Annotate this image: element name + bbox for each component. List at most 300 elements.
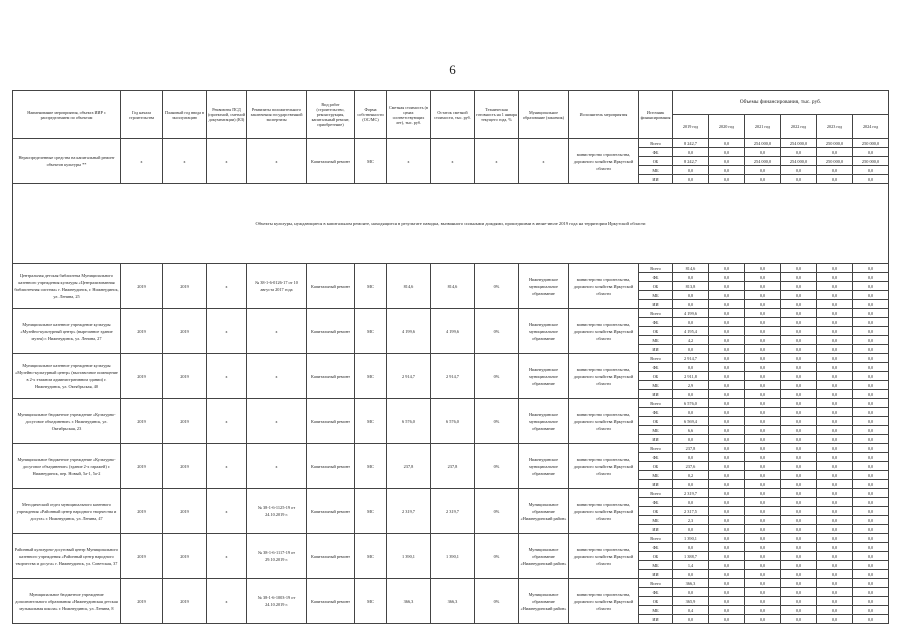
funding-value: 0,0	[709, 309, 745, 318]
remaining-cost: х	[431, 139, 475, 184]
start-year: 2019	[121, 264, 163, 309]
funding-source: МБ	[639, 516, 673, 525]
expertise-details: х	[247, 309, 307, 354]
funding-value: 0,0	[673, 273, 709, 282]
total-cost: 4 199,6	[387, 309, 431, 354]
funding-value: 237,6	[673, 462, 709, 471]
funding-value: 0,0	[781, 291, 817, 300]
funding-value: 0,0	[853, 264, 889, 273]
funding-value: 0,0	[781, 318, 817, 327]
funding-value: 0,0	[781, 166, 817, 175]
funding-source: Всего	[639, 354, 673, 363]
funding-value: 0,0	[709, 300, 745, 309]
funding-value: 0,0	[673, 148, 709, 157]
developer: Муниципальное образование «Нижнеудинский район»	[519, 534, 569, 579]
funding-value: 0,0	[817, 543, 853, 552]
funding-value: 0,0	[781, 175, 817, 184]
ownership: МС	[355, 309, 387, 354]
funding-value: 0,0	[853, 534, 889, 543]
funding-value: 0,0	[709, 354, 745, 363]
funding-value: 0,0	[853, 570, 889, 579]
funding-value: 0,0	[817, 372, 853, 381]
funding-value: 0,0	[853, 579, 889, 588]
funding-value: 0,0	[817, 444, 853, 453]
page-number: 6	[449, 62, 456, 77]
funding-value: 0,0	[853, 148, 889, 157]
funding-value: 0,4	[673, 606, 709, 615]
funding-value: 0,0	[745, 552, 781, 561]
expertise-details: х	[247, 354, 307, 399]
funding-value: 2 914,7	[673, 354, 709, 363]
funding-value: 0,0	[673, 543, 709, 552]
table-row	[13, 444, 889, 453]
funding-source: ИИ	[639, 615, 673, 624]
funding-source: ИИ	[639, 570, 673, 579]
funding-value: 0,0	[709, 516, 745, 525]
funding-source: ИИ	[639, 300, 673, 309]
funding-value: 0,0	[817, 615, 853, 624]
funding-value: 1 390,1	[673, 534, 709, 543]
funding-value: 813,8	[673, 282, 709, 291]
funding-value: 0,0	[781, 561, 817, 570]
object-name: Муниципальное бюджетное учреждение «Культурно-досуговое объединение» (здание 2-х гаражей) г. Нижнеудинск, пер. Новый, 5а-1, 5а-2	[13, 444, 121, 489]
funding-value: 0,0	[781, 381, 817, 390]
funding-source: ИИ	[639, 435, 673, 444]
funding-value: 0,0	[745, 498, 781, 507]
funding-value: 0,0	[817, 498, 853, 507]
funding-value: 0,0	[817, 408, 853, 417]
funding-value: 2,9	[673, 381, 709, 390]
funding-value: 4,2	[673, 336, 709, 345]
funding-value: 0,0	[745, 426, 781, 435]
funding-value: 0,0	[853, 516, 889, 525]
funding-value: 0,0	[817, 507, 853, 516]
psd-details: х	[207, 309, 247, 354]
developer: Нижнеудинское муниципальное образование	[519, 354, 569, 399]
funding-source: ИИ	[639, 345, 673, 354]
funding-value: 0,0	[781, 579, 817, 588]
funding-value: 0,0	[817, 300, 853, 309]
funding-value: 0,0	[781, 300, 817, 309]
funding-value: 0,0	[781, 543, 817, 552]
executor: министерство строительства, дорожного хозяйства Иркутской области	[569, 139, 639, 184]
funding-value: 0,0	[817, 480, 853, 489]
funding-source: ИИ	[639, 175, 673, 184]
readiness: 0%	[475, 534, 519, 579]
start-year: 2019	[121, 489, 163, 534]
funding-value: 0,0	[709, 327, 745, 336]
funding-value: 0,0	[817, 381, 853, 390]
funding-value: 0,0	[745, 327, 781, 336]
funding-source: ИИ	[639, 390, 673, 399]
funding-value: 0,0	[745, 525, 781, 534]
funding-value: 0,0	[781, 354, 817, 363]
object-name: Муниципальное казенное учреждение культуры «Музейно-культурный центр» (вырезанное здание музея) г. Нижнеудинск, ул. Ленина, 27	[13, 309, 121, 354]
funding-value: 814,6	[673, 264, 709, 273]
total-cost: 6 576,0	[387, 399, 431, 444]
header-start: Год начала строительства	[121, 91, 163, 139]
funding-value: 0,0	[817, 264, 853, 273]
object-name: Районный культурно-досуговый центр Муниципального казенного учреждения «Районный центр народного творчества и досуга» г. Нижнеудинск, ул. Советская, 37	[13, 534, 121, 579]
funding-value: 250 000,0	[853, 139, 889, 148]
funding-value: 0,0	[781, 282, 817, 291]
funding-value: 0,0	[853, 399, 889, 408]
funding-value: 254 000,0	[745, 139, 781, 148]
funding-value: 0,0	[817, 462, 853, 471]
funding-value: 0,0	[781, 372, 817, 381]
funding-value: 0,0	[709, 498, 745, 507]
header-total-cost: Сметная стоимость (в ценах соответствующих лет), тыс. руб.	[387, 91, 431, 139]
funding-value: 0,0	[853, 327, 889, 336]
funding-value: 0,0	[817, 489, 853, 498]
funding-source: ФБ	[639, 318, 673, 327]
funding-value: 0,0	[745, 148, 781, 157]
table-row	[13, 139, 889, 148]
header-year: 2022 год	[781, 115, 817, 139]
funding-value: 0,0	[817, 273, 853, 282]
expertise-details: х	[247, 399, 307, 444]
expertise-details: х	[247, 139, 307, 184]
funding-value: 0,0	[853, 175, 889, 184]
ownership: МС	[355, 139, 387, 184]
funding-value: 0,0	[709, 282, 745, 291]
developer: х	[519, 139, 569, 184]
funding-value: 0,0	[709, 390, 745, 399]
funding-value: 0,0	[709, 148, 745, 157]
end-year: 2019	[163, 399, 207, 444]
funding-value: 0,0	[709, 139, 745, 148]
funding-value: 4 195,4	[673, 327, 709, 336]
header-name: Наименование мероприятия, объекта ИИР с распределением по объектам	[13, 91, 121, 139]
funding-value: 0,0	[745, 453, 781, 462]
funding-value: 0,0	[709, 291, 745, 300]
funding-value: 0,0	[853, 309, 889, 318]
funding-value: 2,3	[673, 516, 709, 525]
funding-source: Всего	[639, 309, 673, 318]
funding-value: 0,0	[853, 273, 889, 282]
executor: министерство строительства, дорожного хозяйства Иркутской области	[569, 399, 639, 444]
funding-value: 366,3	[673, 579, 709, 588]
end-year: 2019	[163, 444, 207, 489]
funding-value: 0,0	[781, 417, 817, 426]
executor: министерство строительства, дорожного хозяйства Иркутской области	[569, 489, 639, 534]
header-ownership: Форма собственности (ОС/МС)	[355, 91, 387, 139]
funding-value: 0,0	[853, 606, 889, 615]
table-row	[13, 354, 889, 363]
funding-value: 0,0	[745, 381, 781, 390]
funding-value: 0,0	[817, 390, 853, 399]
executor: министерство строительства, дорожного хозяйства Иркутской области	[569, 264, 639, 309]
header-year: 2019 год	[673, 115, 709, 139]
end-year: 2019	[163, 264, 207, 309]
funding-value: 0,0	[709, 525, 745, 534]
funding-value: 0,0	[853, 471, 889, 480]
psd-details: х	[207, 139, 247, 184]
funding-value: 0,0	[853, 543, 889, 552]
funding-value: 0,0	[817, 435, 853, 444]
funding-value: 365,9	[673, 597, 709, 606]
funding-source: Всего	[639, 534, 673, 543]
funding-value: 0,0	[817, 570, 853, 579]
header-psd: Реквизиты ПСД (проектной, сметной документации) (КЗ)	[207, 91, 247, 139]
funding-value: 0,0	[709, 561, 745, 570]
ownership: МС	[355, 534, 387, 579]
funding-value: 0,0	[709, 615, 745, 624]
funding-value: 0,0	[853, 300, 889, 309]
funding-value: 0,0	[745, 175, 781, 184]
funding-value: 0,0	[853, 507, 889, 516]
funding-value: 0,0	[781, 507, 817, 516]
total-cost: 237,8	[387, 444, 431, 489]
table-row	[13, 489, 889, 498]
section-row	[13, 184, 889, 264]
total-cost: 814,6	[387, 264, 431, 309]
funding-source: МБ	[639, 381, 673, 390]
funding-value: 0,0	[781, 264, 817, 273]
funding-value: 0,0	[745, 363, 781, 372]
funding-value: 1 388,7	[673, 552, 709, 561]
funding-value: 2 317,5	[673, 507, 709, 516]
funding-value: 0,0	[745, 597, 781, 606]
object-name: Муниципальное казенное учреждение культуры «Музейно-культурный центр» (выставочное помещение в 2-х этажном административном здании) г. Нижнеудинск, ул. Октябрьская, 40	[13, 354, 121, 399]
ownership: МС	[355, 354, 387, 399]
start-year: 2019	[121, 579, 163, 624]
table-row	[13, 534, 889, 543]
work-type: Капитальный ремонт	[307, 354, 355, 399]
ownership: МС	[355, 579, 387, 624]
readiness: 0%	[475, 399, 519, 444]
funding-value: 0,0	[745, 444, 781, 453]
header-end: Плановый год ввода в эксплуатацию	[163, 91, 207, 139]
funding-source: ОБ	[639, 282, 673, 291]
funding-value: 0,0	[781, 345, 817, 354]
funding-value: 0,0	[817, 336, 853, 345]
funding-value: 6 569,4	[673, 417, 709, 426]
funding-value: 0,0	[673, 175, 709, 184]
funding-value: 0,0	[673, 166, 709, 175]
funding-value: 2 911,8	[673, 372, 709, 381]
funding-value: 0,0	[709, 453, 745, 462]
remaining-cost: 6 576,0	[431, 399, 475, 444]
funding-source: МБ	[639, 166, 673, 175]
total-cost: 2 319,7	[387, 489, 431, 534]
funding-value: 0,0	[817, 318, 853, 327]
funding-value: 0,0	[709, 597, 745, 606]
funding-value: 0,0	[781, 570, 817, 579]
funding-value: 0,0	[781, 480, 817, 489]
funding-value: 0,0	[709, 372, 745, 381]
funding-value: 0,0	[673, 345, 709, 354]
funding-value: 0,0	[709, 480, 745, 489]
funding-value: 0,0	[817, 175, 853, 184]
funding-source: ФБ	[639, 498, 673, 507]
funding-value: 0,0	[745, 561, 781, 570]
funding-value: 0,0	[817, 588, 853, 597]
developer: Нижнеудинское муниципальное образование	[519, 399, 569, 444]
ownership: МС	[355, 444, 387, 489]
funding-source: ФБ	[639, 363, 673, 372]
funding-value: 0,0	[709, 363, 745, 372]
executor: министерство строительства, дорожного хозяйства Иркутской области	[569, 354, 639, 399]
funding-source: МБ	[639, 471, 673, 480]
funding-value: 0,0	[817, 309, 853, 318]
funding-source: ФБ	[639, 588, 673, 597]
funding-value: 0,0	[853, 561, 889, 570]
total-cost: 1 390,1	[387, 534, 431, 579]
funding-value: 0,0	[853, 363, 889, 372]
funding-value: 0,0	[853, 381, 889, 390]
funding-value: 8 242,7	[673, 139, 709, 148]
funding-source: Всего	[639, 264, 673, 273]
funding-table	[12, 90, 889, 624]
funding-source: ОБ	[639, 327, 673, 336]
funding-value: 0,0	[853, 489, 889, 498]
funding-value: 0,0	[673, 570, 709, 579]
funding-value: 0,0	[853, 552, 889, 561]
funding-value: 0,0	[709, 166, 745, 175]
funding-value: 0,0	[709, 435, 745, 444]
funding-value: 0,0	[781, 408, 817, 417]
funding-value: 0,0	[745, 606, 781, 615]
funding-source: ФБ	[639, 148, 673, 157]
funding-source: ИИ	[639, 480, 673, 489]
funding-value: 0,0	[745, 507, 781, 516]
funding-value: 0,0	[745, 336, 781, 345]
expertise-details: х	[247, 444, 307, 489]
funding-value: 0,0	[853, 480, 889, 489]
funding-value: 0,0	[853, 408, 889, 417]
funding-value: 0,0	[781, 534, 817, 543]
work-type: Капитальный ремонт	[307, 444, 355, 489]
funding-value: 2 319,7	[673, 489, 709, 498]
funding-value: 0,0	[781, 471, 817, 480]
funding-value: 0,0	[853, 336, 889, 345]
funding-value: 0,2	[673, 471, 709, 480]
funding-value: 0,0	[709, 543, 745, 552]
object-name: Муниципальное бюджетное учреждение «Культурно-досуговое объединение» г. Нижнеудинск, ул. Октябрьская, 23	[13, 399, 121, 444]
funding-value: 0,0	[853, 597, 889, 606]
end-year: 2019	[163, 534, 207, 579]
funding-value: 8 242,7	[673, 157, 709, 166]
funding-value: 0,0	[853, 282, 889, 291]
funding-value: 0,0	[817, 148, 853, 157]
funding-source: МБ	[639, 291, 673, 300]
funding-source: ОБ	[639, 507, 673, 516]
funding-value: 0,0	[709, 471, 745, 480]
funding-value: 0,0	[781, 516, 817, 525]
funding-source: ОБ	[639, 462, 673, 471]
expertise-details: № 38-1-6-0126-17 от 10 августа 2017 года	[247, 264, 307, 309]
work-type: Капитальный ремонт	[307, 534, 355, 579]
funding-value: 0,0	[673, 318, 709, 327]
funding-source: Всего	[639, 139, 673, 148]
developer: Муниципальное образование «Нижнеудинский район»	[519, 579, 569, 624]
funding-value: 0,0	[709, 399, 745, 408]
funding-value: 0,0	[745, 462, 781, 471]
executor: министерство строительства, дорожного хозяйства Иркутской области	[569, 534, 639, 579]
funding-value: 1,4	[673, 561, 709, 570]
funding-value: 0,0	[781, 309, 817, 318]
funding-value: 0,0	[709, 381, 745, 390]
funding-value: 0,0	[745, 408, 781, 417]
funding-value: 0,0	[817, 327, 853, 336]
funding-value: 0,0	[853, 318, 889, 327]
funding-value: 0,0	[745, 570, 781, 579]
funding-source: Всего	[639, 489, 673, 498]
funding-value: 0,0	[745, 166, 781, 175]
table-row	[13, 309, 889, 318]
funding-value: 0,0	[709, 552, 745, 561]
funding-value: 0,0	[745, 489, 781, 498]
funding-value: 0,0	[745, 480, 781, 489]
funding-value: 0,0	[673, 498, 709, 507]
remaining-cost: 814,6	[431, 264, 475, 309]
developer: Нижнеудинское муниципальное образование	[519, 444, 569, 489]
funding-value: 0,0	[709, 588, 745, 597]
funding-value: 0,0	[781, 615, 817, 624]
start-year: х	[121, 139, 163, 184]
funding-source: МБ	[639, 426, 673, 435]
funding-value: 0,0	[745, 516, 781, 525]
funding-source: ИИ	[639, 525, 673, 534]
funding-source: Всего	[639, 579, 673, 588]
funding-value: 0,0	[673, 588, 709, 597]
funding-value: 0,0	[817, 166, 853, 175]
funding-value: 0,0	[817, 534, 853, 543]
funding-value: 0,0	[745, 372, 781, 381]
expertise-details: № 38-1-6-1003-19 от 24.10.2019 г.	[247, 579, 307, 624]
funding-value: 0,0	[745, 588, 781, 597]
funding-value: 237,8	[673, 444, 709, 453]
funding-value: 0,0	[745, 543, 781, 552]
header-expertise: Реквизиты положительного заключения государственной экспертизы	[247, 91, 307, 139]
psd-details: х	[207, 354, 247, 399]
funding-value: 0,0	[853, 498, 889, 507]
header-sources: Источник финансирования	[639, 91, 673, 139]
funding-value: 0,0	[745, 417, 781, 426]
funding-value: 0,0	[853, 444, 889, 453]
funding-value: 0,0	[781, 426, 817, 435]
funding-value: 0,0	[781, 327, 817, 336]
funding-value: 0,0	[745, 291, 781, 300]
executor: министерство строительства, дорожного хозяйства Иркутской области	[569, 579, 639, 624]
funding-value: 0,0	[709, 318, 745, 327]
funding-value: 0,0	[817, 282, 853, 291]
funding-value: 0,0	[781, 489, 817, 498]
funding-source: ФБ	[639, 543, 673, 552]
expertise-details: № 38-1-6-1125-19 от 24.10.2019 г.	[247, 489, 307, 534]
readiness: 0%	[475, 444, 519, 489]
ownership: МС	[355, 264, 387, 309]
developer: Муниципальное образование «Нижнеудинский район»	[519, 489, 569, 534]
remaining-cost: 4 199,6	[431, 309, 475, 354]
funding-value: 0,0	[781, 444, 817, 453]
funding-source: Всего	[639, 444, 673, 453]
funding-value: 0,0	[817, 606, 853, 615]
funding-value: 0,0	[781, 588, 817, 597]
funding-source: МБ	[639, 606, 673, 615]
funding-value: 250 000,0	[817, 139, 853, 148]
funding-value: 0,0	[673, 300, 709, 309]
section-title: Объекты культуры, нуждающиеся в капитальном ремонте, находящиеся в результате паводка, вызванного сильными дождями, прошедшими в июне-июле 2019 года на территории Иркутской области	[255, 220, 646, 226]
funding-value: 0,0	[745, 534, 781, 543]
funding-value: 0,0	[709, 444, 745, 453]
remaining-cost: 2 914,7	[431, 354, 475, 399]
header-remaining: Остаток сметной стоимости, тыс. руб.	[431, 91, 475, 139]
end-year: 2019	[163, 489, 207, 534]
start-year: 2019	[121, 309, 163, 354]
funding-value: 0,0	[817, 417, 853, 426]
